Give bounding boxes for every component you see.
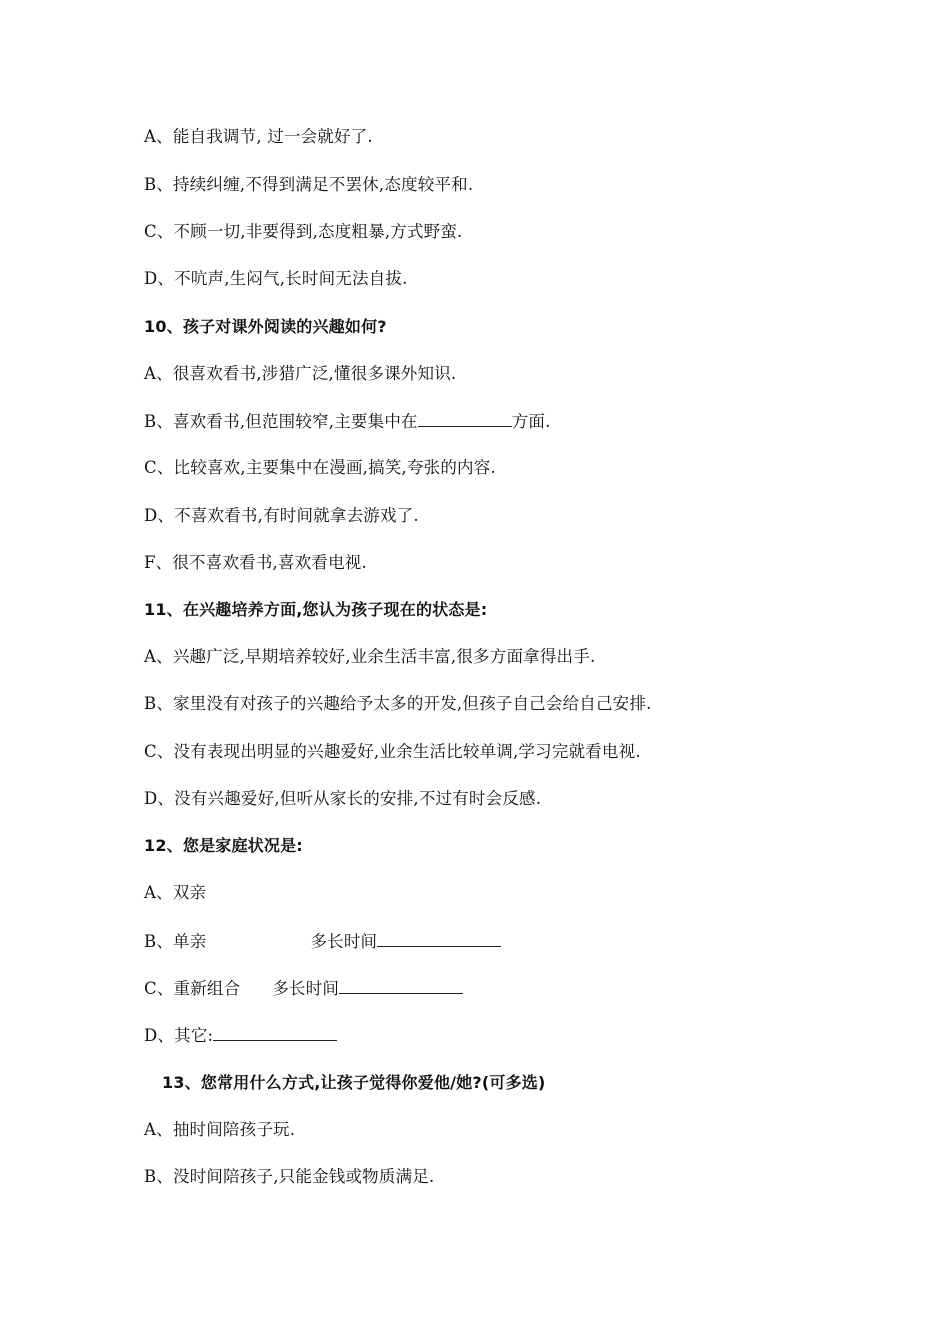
q12-option-d-text: D、其它: (144, 1026, 214, 1045)
q10-option-b-text: B、喜欢看书,但范围较窄,主要集中在 (144, 412, 418, 431)
q12-option-b (144, 930, 501, 953)
q12-option-d (144, 1024, 337, 1047)
q13-title: 13、您常用什么方式,让孩子觉得你爱他/她?(可多选) (162, 1073, 546, 1092)
q12-title: 12、您是家庭状况是: (144, 836, 303, 855)
fill-blank (339, 977, 463, 994)
q11-title: 11、在兴趣培养方面,您认为孩子现在的状态是: (144, 600, 488, 619)
q9-option-d: D、不吭声,生闷气,长时间无法自拔. (144, 269, 408, 288)
q13-option-b: B、没时间陪孩子,只能金钱或物质满足. (144, 1167, 435, 1186)
fill-blank (418, 410, 512, 427)
q10-option-d: D、不喜欢看书,有时间就拿去游戏了. (144, 506, 419, 525)
q12-option-b-duration: 多长时间 (310, 932, 378, 951)
q10-title: 10、孩子对课外阅读的兴趣如何? (144, 317, 387, 336)
q12-option-c-duration: 多长时间 (272, 979, 340, 998)
q9-option-c: C、不顾一切,非要得到,态度粗暴,方式野蛮. (144, 222, 463, 241)
q10-option-c: C、比较喜欢,主要集中在漫画,搞笑,夸张的内容. (144, 458, 496, 477)
q9-option-a: A、能自我调节, 过一会就好了. (144, 127, 373, 146)
q11-option-c: C、没有表现出明显的兴趣爱好,业余生活比较单调,学习完就看电视. (144, 742, 641, 761)
q11-option-b: B、家里没有对孩子的兴趣给予太多的开发,但孩子自己会给自己安排. (144, 694, 652, 713)
fill-blank (377, 930, 501, 947)
q12-option-a: A、双亲 (144, 883, 207, 902)
q10-option-a: A、很喜欢看书,涉猎广泛,懂很多课外知识. (144, 364, 457, 383)
q12-option-c (144, 977, 463, 1000)
q11-option-d: D、没有兴趣爱好,但听从家长的安排,不过有时会反感. (144, 789, 542, 808)
fill-blank (213, 1024, 337, 1041)
q12-option-b-text: B、单亲 (144, 932, 207, 951)
q9-option-b: B、持续纠缠,不得到满足不罢休,态度较平和. (144, 175, 474, 194)
q10-option-f: F、很不喜欢看书,喜欢看电视. (144, 553, 367, 572)
q11-option-a: A、兴趣广泛,早期培养较好,业余生活丰富,很多方面拿得出手. (144, 647, 596, 666)
q12-option-c-text: C、重新组合 (144, 979, 241, 998)
q13-option-a: A、抽时间陪孩子玩. (144, 1120, 296, 1139)
q10-option-b (144, 410, 551, 433)
q10-option-b-suffix: 方面. (511, 412, 551, 431)
